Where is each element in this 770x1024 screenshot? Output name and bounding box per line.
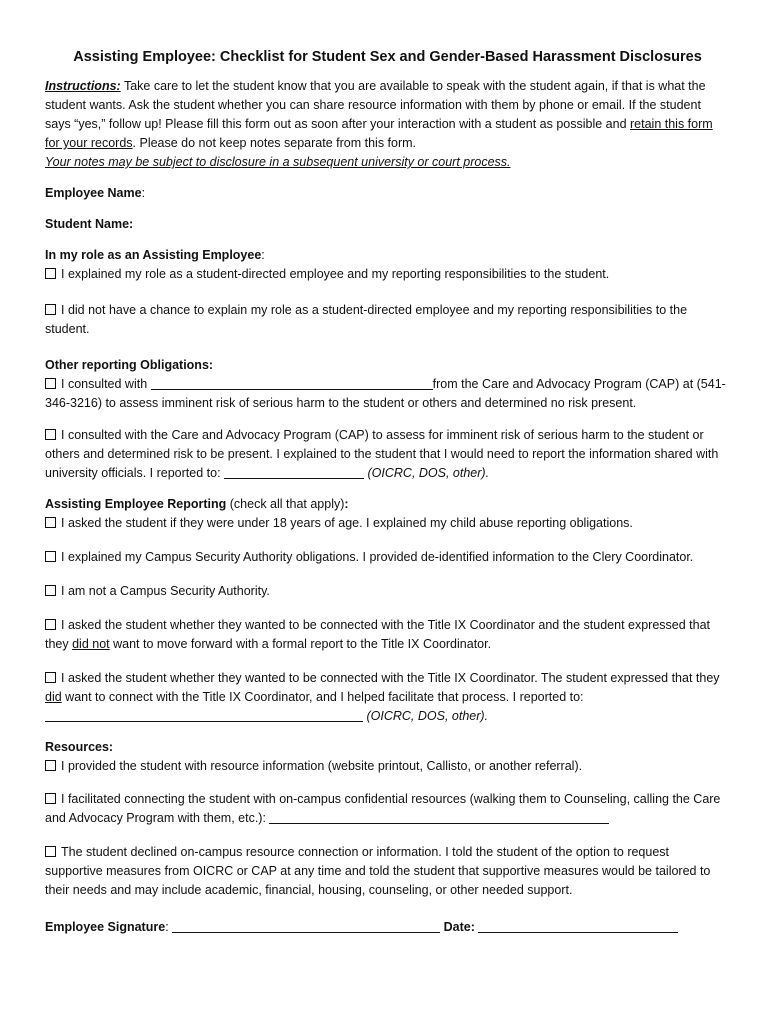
other-item-1-text-2: from the Care and Advocacy Program (CAP) at (541-346-3216) to assess imminent risk of serious harm to the student or others and determined no risk present.: [45, 377, 726, 410]
reported-to-blank[interactable]: [224, 466, 364, 479]
reporting-item-1-text: I asked the student if they were under 18 years of age. I explained my child abuse reporting obligations.: [61, 516, 633, 530]
checkbox[interactable]: [45, 268, 56, 279]
student-name-field[interactable]: [45, 215, 730, 234]
checkbox[interactable]: [45, 793, 56, 804]
reporting-colon: :: [344, 497, 349, 511]
signature-row: Employee Signature: Date:: [45, 918, 730, 937]
instructions-text: Take care to let the student know that you are available to speak with the student again, if that is what the student wants. Ask the student whether you can share resource information with them by phone or email. If the student says “yes,” follow up! Please fill this form out as soon after your interaction with a student as possible and: [45, 79, 706, 131]
resources-item-1-text: I provided the student with resource information (website printout, Callisto, or another referral).: [61, 759, 583, 773]
resources-heading: Resources:: [45, 740, 114, 754]
reporting-item-5-text-2: want to connect with the Title IX Coordinator, and I helped facilitate that process. I reported to:: [61, 690, 584, 704]
instructions-paragraph: [45, 77, 730, 172]
title-ix-reported-to-blank[interactable]: [45, 709, 363, 722]
form-title: Assisting Employee: Checklist for Student Sex and Gender-Based Harassment Disclosures: [73, 49, 702, 65]
resources-item-2: [45, 790, 730, 828]
did-text: did: [45, 690, 62, 704]
other-item-2-text: I consulted with the Care and Advocacy Program (CAP) to assess for imminent risk of serious harm to the student or others and determined risk to be present. I explained to the student that I would need to report the information shared with university officials. I reported to:: [45, 428, 719, 480]
title-ix-reported-options: (OICRC, DOS, other).: [363, 709, 489, 723]
resources-item-3-text: The student declined on-campus resource connection or information. I told the student of the option to request supportive measures from OICRC or CAP at any time and told the student that supportive measures would be tailored to their needs and may include academic, financial, housing, counseling, or other needed support.: [45, 845, 711, 897]
role-item-1: [45, 265, 730, 284]
role-item-1-text: I explained my role as a student-directed employee and my reporting responsibilities to the student.: [61, 267, 610, 281]
employee-name-label: Employee Name: [45, 186, 142, 200]
reporting-item-2-text: I explained my Campus Security Authority obligations. I provided de-identified information to the Clery Coordinator.: [61, 550, 694, 564]
checkbox[interactable]: [45, 619, 56, 630]
signature-blank[interactable]: [172, 920, 440, 933]
reporting-item-3-text: I am not a Campus Security Authority.: [61, 584, 270, 598]
checkbox[interactable]: [45, 672, 56, 683]
signature-label: Employee Signature: [45, 920, 166, 934]
resources-item-1: [45, 757, 730, 776]
checkbox[interactable]: [45, 551, 56, 562]
form-page: [45, 48, 730, 937]
reported-to-options: (OICRC, DOS, other).: [364, 466, 490, 480]
checkbox[interactable]: [45, 429, 56, 440]
other-obligations-heading: Other reporting Obligations:: [45, 358, 214, 372]
instructions-label: Instructions:: [45, 79, 121, 93]
other-item-1: [45, 375, 730, 413]
instructions-text-2: . Please do not keep notes separate from this form.: [132, 136, 417, 150]
confidential-resources-blank[interactable]: [269, 811, 609, 824]
cap-consultant-blank[interactable]: [151, 377, 433, 390]
other-item-2: [45, 426, 730, 483]
checkbox[interactable]: [45, 517, 56, 528]
resources-item-2-text: I facilitated connecting the student with on-campus confidential resources (walking them to Counseling, calling the Care and Advocacy Program with them, etc.):: [45, 792, 721, 825]
reporting-item-2: [45, 548, 730, 567]
date-blank[interactable]: [478, 920, 678, 933]
other-item-1-text: I consulted with: [61, 377, 151, 391]
role-heading: In my role as an Assisting Employee:: [45, 248, 265, 262]
disclosure-note: Your notes may be subject to disclosure in a subsequent university or court process.: [45, 155, 511, 169]
checkbox[interactable]: [45, 846, 56, 857]
reporting-item-3: [45, 582, 730, 601]
reporting-item-5: [45, 669, 730, 726]
reporting-heading-text: Assisting Employee Reporting: [45, 497, 227, 511]
retain-form-text: retain this form for your records: [45, 117, 713, 150]
role-item-2: [45, 301, 730, 339]
resources-item-3: [45, 843, 730, 900]
reporting-item-1: [45, 514, 730, 533]
role-heading-text: In my role as an Assisting Employee: [45, 248, 262, 262]
checkbox[interactable]: [45, 585, 56, 596]
did-not-text: did not: [72, 637, 110, 651]
date-label: Date:: [443, 920, 475, 934]
checkbox[interactable]: [45, 378, 56, 389]
role-item-2-text: I did not have a chance to explain my role as a student-directed employee and my reporting responsibilities to the student.: [45, 303, 688, 336]
reporting-item-5-text: I asked the student whether they wanted to be connected with the Title IX Coordinator. The student expressed that they: [61, 671, 720, 685]
reporting-item-4: [45, 616, 730, 654]
employee-name-field[interactable]: Employee Name:: [45, 186, 146, 200]
checkbox[interactable]: [45, 304, 56, 315]
reporting-item-4-text: I asked the student whether they wanted to be connected with the Title IX Coordinator and the student expressed that they: [45, 618, 711, 651]
reporting-check-note: (check all that apply): [226, 497, 345, 511]
checkbox[interactable]: [45, 760, 56, 771]
reporting-heading: [45, 495, 730, 514]
reporting-item-4-text-2: want to move forward with a formal report to the Title IX Coordinator.: [109, 637, 492, 651]
student-name-label: Student Name:: [45, 217, 134, 231]
